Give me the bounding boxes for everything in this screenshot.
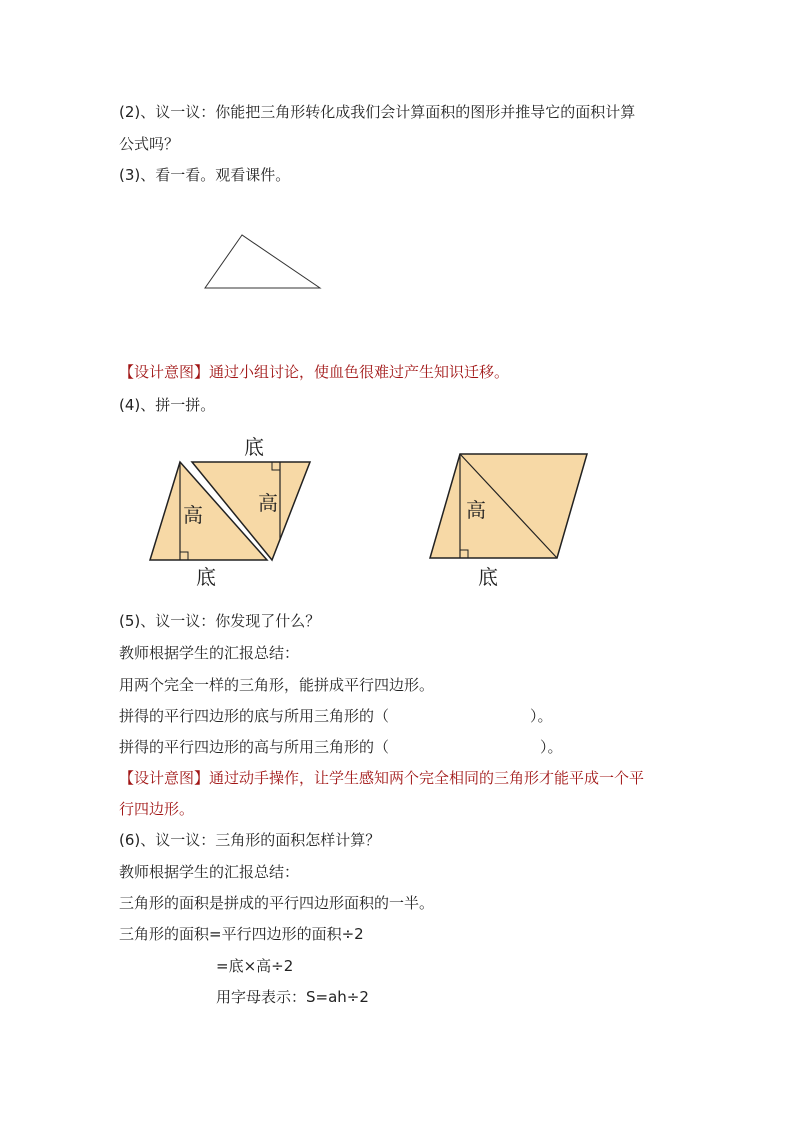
fill-blank-2-prefix: 拼得的平行四边形的高与所用三角形的（ xyxy=(119,738,390,756)
label-height-left: 高 xyxy=(183,503,203,527)
design-intent-2-line-2: 行四边形。 xyxy=(119,800,195,818)
conclusion-2: 三角形的面积是拼成的平行四边形面积的一半。 xyxy=(119,894,435,912)
summary-intro-2: 教师根据学生的汇报总结： xyxy=(119,863,300,881)
question-4: (4)、拼一拼。 xyxy=(119,396,216,414)
summary-intro-1: 教师根据学生的汇报总结： xyxy=(119,644,300,662)
label-base-top: 底 xyxy=(244,435,264,459)
design-intent-2-line-1 xyxy=(119,768,644,788)
question-2-line-2: 公式吗？ xyxy=(119,135,180,153)
question-6: (6)、议一议：三角形的面积怎样计算？ xyxy=(119,831,381,849)
formula-line-2: =底×高÷2 xyxy=(216,957,294,975)
fill-blank-1-prefix: 拼得的平行四边形的底与所用三角形的（ xyxy=(119,707,390,725)
conclusion-1: 用两个完全一样的三角形，能拼成平行四边形。 xyxy=(119,676,435,694)
formula-line-1: 三角形的面积=平行四边形的面积÷2 xyxy=(119,925,364,943)
design-intent-2-tag: 【设计意图】 xyxy=(119,769,210,787)
two-triangles-figure xyxy=(140,430,330,595)
fill-blank-2-suffix: ）。 xyxy=(540,738,563,756)
label-height-right: 高 xyxy=(258,491,278,515)
label-base: 底 xyxy=(478,565,498,589)
question-5: (5)、议一议：你发现了什么？ xyxy=(119,612,321,630)
design-intent-tag: 【设计意图】 xyxy=(119,363,210,381)
parallelogram-figure xyxy=(420,445,600,595)
fill-blank-1 xyxy=(119,706,553,726)
formula-line-3: 用字母表示：S=ah÷2 xyxy=(216,988,369,1006)
design-intent-2-text: 通过动手操作，让学生感知两个完全相同的三角形才能平成一个平 xyxy=(209,769,645,787)
question-3: (3)、看一看。观看课件。 xyxy=(119,166,291,184)
design-intent-text: 通过小组讨论，使血色很难过产生知识迁移。 xyxy=(209,363,510,381)
triangle-shape xyxy=(205,235,320,288)
label-height: 高 xyxy=(466,498,486,522)
fill-blank-1-suffix: ）。 xyxy=(530,707,553,725)
design-intent-1 xyxy=(119,362,509,382)
triangle-figure xyxy=(195,225,335,300)
question-2-line-1: (2)、议一议：你能把三角形转化成我们会计算面积的图形并推导它的面积计算 xyxy=(119,103,636,121)
fill-blank-2 xyxy=(119,737,563,757)
label-base-bottom: 底 xyxy=(196,565,216,589)
